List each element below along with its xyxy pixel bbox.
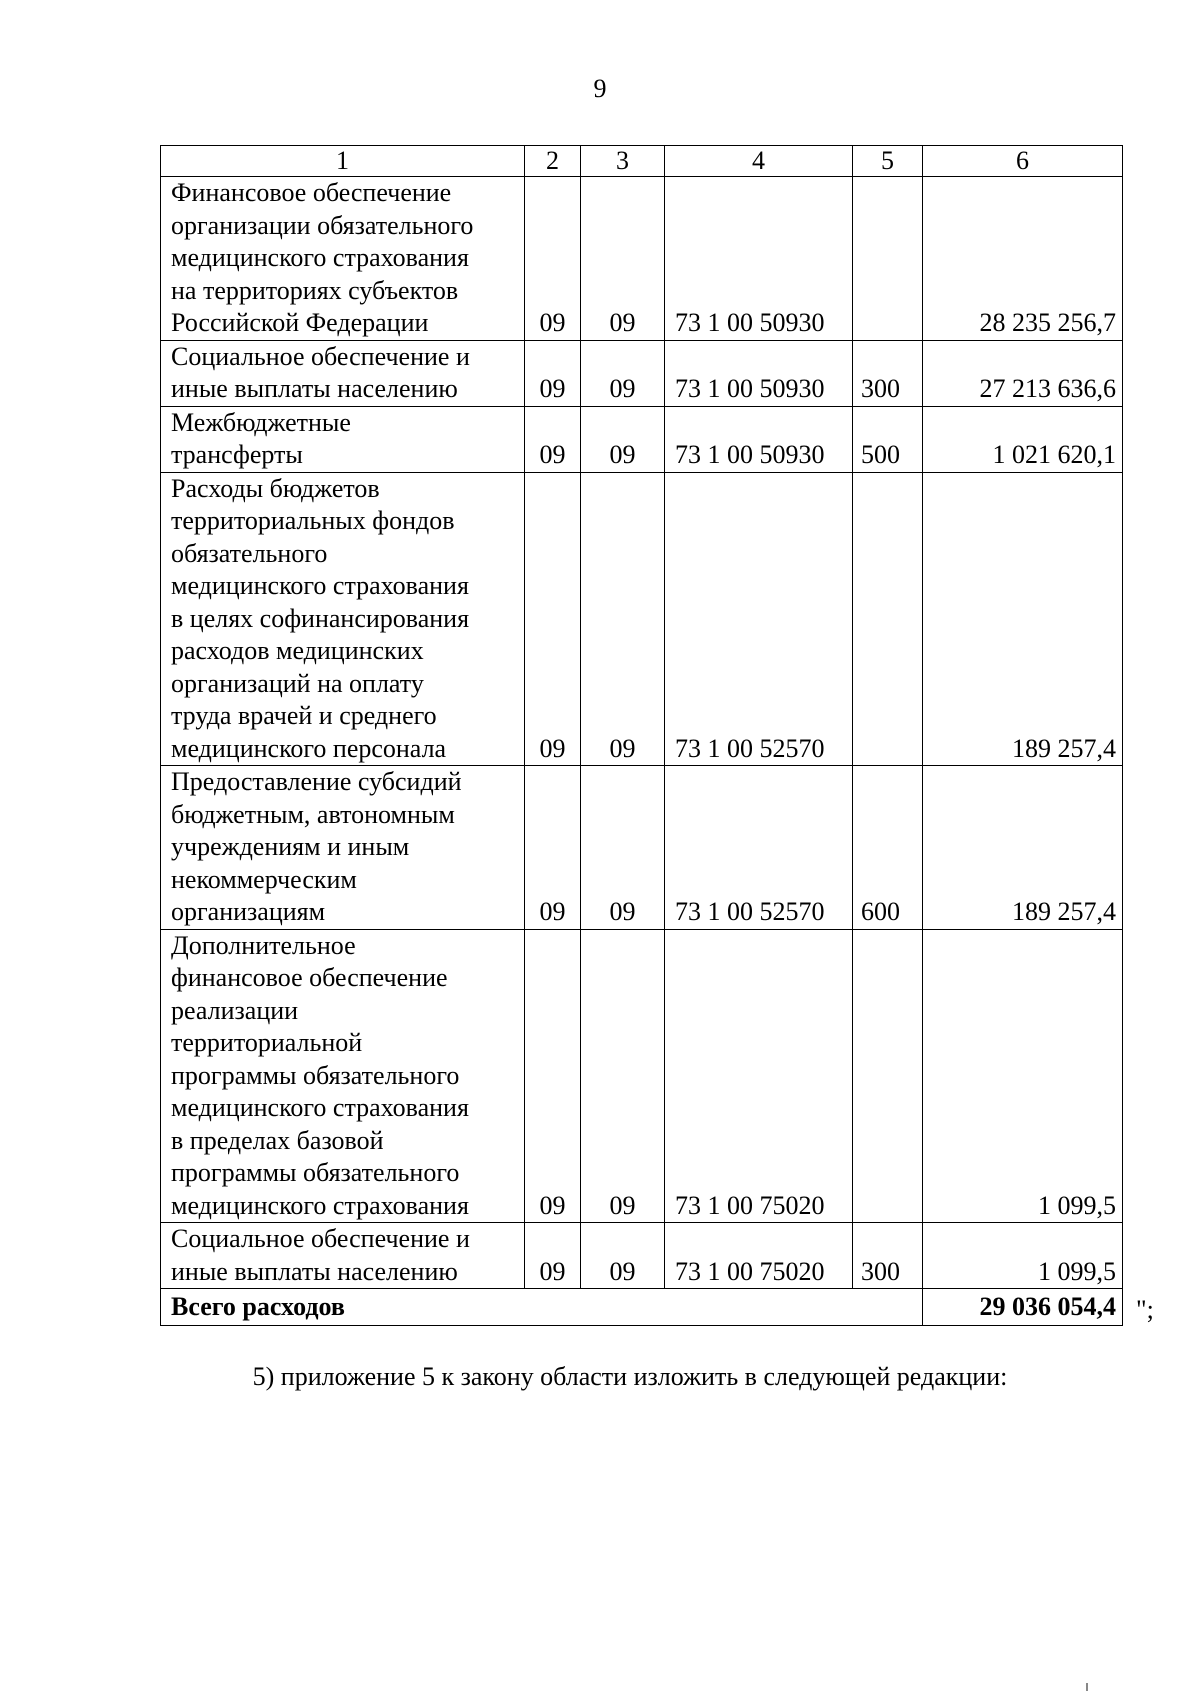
row-target-code-cell: 73 1 00 75020: [665, 929, 853, 1223]
row-expense-type-cell: [853, 472, 923, 766]
row-amount-cell: 189 257,4: [923, 472, 1123, 766]
row-amount-cell: 189 257,4: [923, 766, 1123, 930]
row-name-text: Дополнительное финансовое обеспечение реализации территориальной программы обязательного медицинского страхования в пределах базовой программы обязательного медицинского страхования: [171, 930, 469, 1220]
row-section-cell: 09: [525, 766, 581, 930]
row-amount-cell: 1 099,5: [923, 929, 1123, 1223]
header-cell-6: 6: [923, 146, 1123, 177]
row-subsection-cell: 09: [581, 340, 665, 406]
header-cell-3: 3: [581, 146, 665, 177]
header-row: [161, 146, 1123, 177]
page-number: 9: [593, 74, 607, 103]
row-section-cell: 09: [525, 340, 581, 406]
row-target-code-cell: 73 1 00 52570: [665, 766, 853, 930]
row-name-text: Социальное обеспечение и иные выплаты населению: [171, 1224, 470, 1286]
table-row: [161, 472, 1123, 766]
row-amount-cell: 27 213 636,6: [923, 340, 1123, 406]
total-amount: 29 036 054,4: [923, 1289, 1123, 1326]
row-name-cell: [161, 472, 525, 766]
row-subsection-cell: 09: [581, 929, 665, 1223]
row-section-cell: 09: [525, 472, 581, 766]
total-row: [161, 1289, 1123, 1326]
expenditure-table: [160, 145, 1123, 1326]
row-target-code-cell: 73 1 00 50930: [665, 177, 853, 341]
row-target-code-cell: 73 1 00 50930: [665, 406, 853, 472]
row-expense-type-cell: 500: [853, 406, 923, 472]
header-cell-4: 4: [665, 146, 853, 177]
row-section-cell: 09: [525, 177, 581, 341]
row-section-cell: 09: [525, 929, 581, 1223]
row-expense-type-cell: 300: [853, 1223, 923, 1289]
row-expense-type-cell: [853, 929, 923, 1223]
header-cell-5: 5: [853, 146, 923, 177]
row-name-cell: [161, 766, 525, 930]
row-amount-cell: 28 235 256,7: [923, 177, 1123, 341]
row-target-code-cell: 73 1 00 75020: [665, 1223, 853, 1289]
row-subsection-cell: 09: [581, 177, 665, 341]
row-subsection-cell: 09: [581, 406, 665, 472]
row-subsection-cell: 09: [581, 472, 665, 766]
row-name-text: Межбюджетные трансферты: [171, 407, 351, 469]
row-subsection-cell: 09: [581, 766, 665, 930]
row-name-cell: [161, 1223, 525, 1289]
total-label: Всего расходов: [161, 1289, 923, 1326]
amendment-paragraph: 5) приложение 5 к закону области изложить в следующей редакции:: [252, 1362, 1008, 1391]
table-row: [161, 766, 1123, 930]
table-row: [161, 340, 1123, 406]
row-name-text: Расходы бюджетов территориальных фондов обязательного медицинского страхования в целях софинансирования расходов медицинских организаций на оплату труда врачей и среднего медицинского персонала: [171, 473, 470, 763]
table-row: [161, 1223, 1123, 1289]
row-section-cell: 09: [525, 1223, 581, 1289]
row-target-code-cell: 73 1 00 50930: [665, 340, 853, 406]
row-name-text: Финансовое обеспечение организации обязательного медицинского страхования на территориях субъектов Российской Федерации: [171, 178, 474, 337]
header-cell-2: 2: [525, 146, 581, 177]
row-name-cell: [161, 340, 525, 406]
row-section-cell: 09: [525, 406, 581, 472]
row-expense-type-cell: [853, 177, 923, 341]
closing-quote-mark: ";: [1136, 1295, 1154, 1324]
row-name-cell: [161, 177, 525, 341]
row-target-code-cell: 73 1 00 52570: [665, 472, 853, 766]
row-name-text: Социальное обеспечение и иные выплаты населению: [171, 341, 470, 403]
table-row: [161, 177, 1123, 341]
expenditure-table-container: [160, 145, 1122, 1326]
row-expense-type-cell: 600: [853, 766, 923, 930]
row-expense-type-cell: 300: [853, 340, 923, 406]
row-amount-cell: 1 021 620,1: [923, 406, 1123, 472]
row-name-cell: [161, 929, 525, 1223]
scan-edge-mark: [1086, 1683, 1088, 1691]
row-name-cell: [161, 406, 525, 472]
header-cell-1: 1: [161, 146, 525, 177]
table-row: [161, 406, 1123, 472]
table-body: [161, 146, 1123, 1326]
table-row: [161, 929, 1123, 1223]
row-name-text: Предоставление субсидий бюджетным, автономным учреждениям и иным некоммерческим организациям: [171, 767, 462, 926]
row-amount-cell: 1 099,5: [923, 1223, 1123, 1289]
row-subsection-cell: 09: [581, 1223, 665, 1289]
